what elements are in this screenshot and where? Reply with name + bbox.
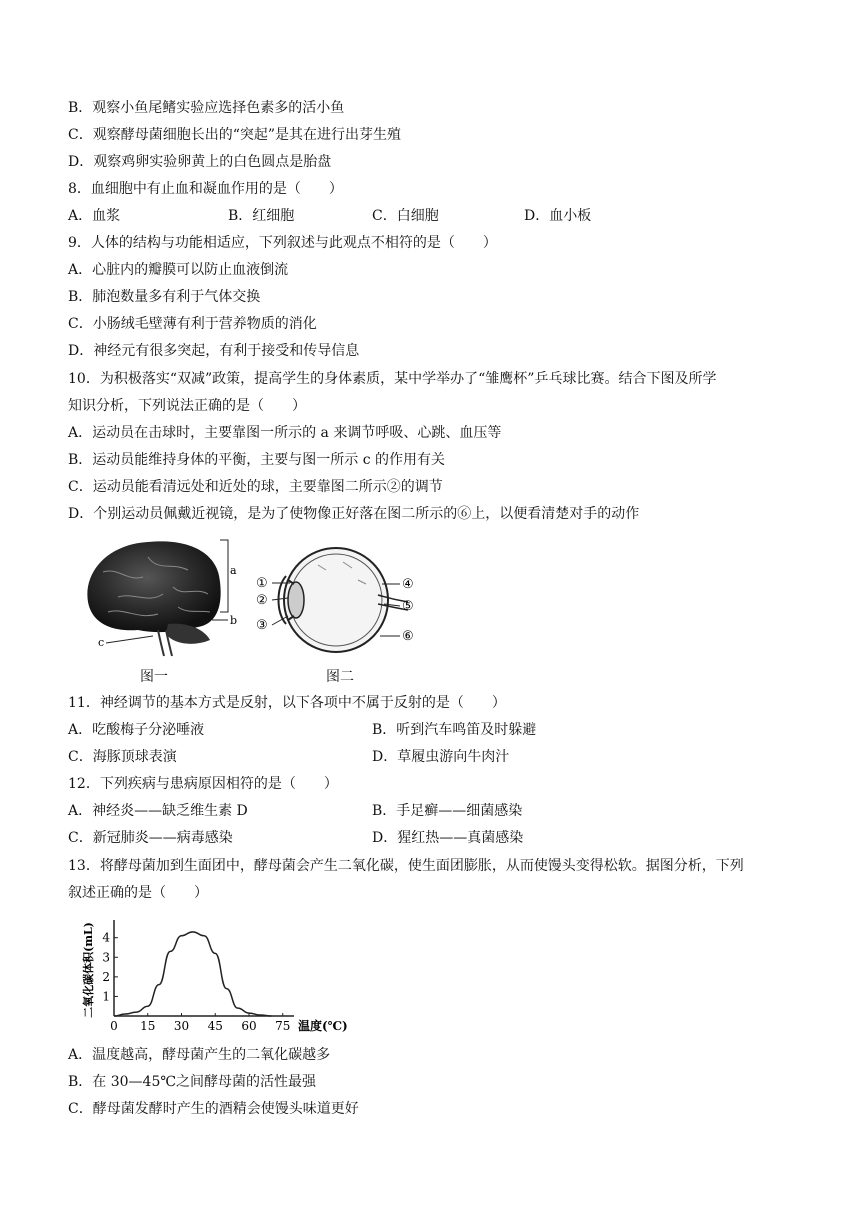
question-13-line1: 13．将酵母菌加到生面团中，酵母菌会产生二氧化碳，使生面团膨胀，从而使馒头变得松软。据图分析，下列 xyxy=(68,858,744,874)
chart-x-tick-label: 15 xyxy=(140,1019,156,1033)
chart-x-axis-label: 温度(℃) xyxy=(298,1019,348,1033)
q12-option-b: B．手足癣——细菌感染 xyxy=(372,803,523,819)
chart-y-tick-label: 2 xyxy=(102,969,110,984)
q8-option-a: A．血浆 xyxy=(68,208,121,224)
chart-x-tick-label: 0 xyxy=(110,1019,118,1033)
question-9: 9．人体的结构与功能相适应，下列叙述与此观点不相符的是（ ） xyxy=(68,235,497,251)
cerebrum-shape xyxy=(87,541,220,632)
q11-option-c: C．海豚顶球表演 xyxy=(68,749,177,765)
chart-x-tick-label: 30 xyxy=(173,1019,190,1033)
q12-options-row1 xyxy=(68,801,768,821)
co2-temperature-chart xyxy=(78,912,348,1034)
q10-option-a: A．运动员在击球时，主要靠图一所示的 a 来调节呼吸、心跳、血压等 xyxy=(68,425,502,441)
chart-y-tick-label: 1 xyxy=(102,989,110,1004)
q13-option-a: A．温度越高，酵母菌产生的二氧化碳越多 xyxy=(68,1047,331,1063)
brain-figure xyxy=(78,532,248,660)
chart-y-tick-label: 3 xyxy=(102,950,110,965)
chart-series-line xyxy=(114,932,272,1016)
cerebellum-shape xyxy=(166,624,210,644)
q11-option-a: A．吃酸梅子分泌唾液 xyxy=(68,722,205,738)
question-12: 12．下列疾病与患病原因相符的是（ ） xyxy=(68,776,338,792)
q12-option-d: D．猩红热——真菌感染 xyxy=(372,830,524,846)
figure-2-caption: 图二 xyxy=(326,669,354,685)
option-line-d: D．观察鸡卵实验卵黄上的白色圆点是胎盘 xyxy=(68,154,332,170)
q11-options-row1 xyxy=(68,720,768,740)
option-line-c: C．观察酵母菌细胞长出的“突起”是其在进行出芽生殖 xyxy=(68,127,402,143)
question-8: 8．血细胞中有止血和凝血作用的是（ ） xyxy=(68,181,343,197)
question-11: 11．神经调节的基本方式是反射，以下各项中不属于反射的是（ ） xyxy=(68,695,506,711)
eye-label-4: ④ xyxy=(402,577,414,592)
q10-option-b: B．运动员能维持身体的平衡，主要与图一所示 c 的作用有关 xyxy=(68,452,446,468)
q13-option-c: C．酵母菌发酵时产生的酒精会使馒头味道更好 xyxy=(68,1101,359,1117)
eye-label-1: ① xyxy=(256,576,268,591)
q11-option-b: B．听到汽车鸣笛及时躲避 xyxy=(372,722,537,738)
chart-x-tick-label: 45 xyxy=(207,1019,223,1033)
q12-options-row2 xyxy=(68,828,768,848)
chart-x-tick-label: 60 xyxy=(241,1019,257,1033)
q13-option-b: B．在 30—45℃之间酵母菌的活性最强 xyxy=(68,1074,317,1090)
brain-label-b: b xyxy=(230,614,238,627)
chart-x-tick-label: 75 xyxy=(275,1019,291,1033)
q9-option-c: C．小肠绒毛壁薄有利于营养物质的消化 xyxy=(68,316,317,332)
q10-option-d: D．个别运动员佩戴近视镜，是为了使物像正好落在图二所示的⑥上，以便看清楚对手的动作 xyxy=(68,506,640,522)
eye-figure xyxy=(248,540,428,660)
lens-shape xyxy=(288,582,304,618)
q9-option-a: A．心脏内的瓣膜可以防止血液倒流 xyxy=(68,262,289,278)
q8-option-b: B．红细胞 xyxy=(228,208,295,224)
question-13-line2: 叙述正确的是（ ） xyxy=(68,885,208,901)
eye-label-3: ③ xyxy=(256,618,268,633)
chart-y-tick-label: 4 xyxy=(102,930,110,945)
q11-options-row2 xyxy=(68,747,768,767)
brain-label-a: a xyxy=(230,564,237,577)
q10-option-c: C．运动员能看清远处和近处的球，主要靠图二所示②的调节 xyxy=(68,479,443,495)
eye-label-5: ⑤ xyxy=(402,599,414,614)
q8-option-d: D．血小板 xyxy=(524,208,592,224)
q12-option-c: C．新冠肺炎——病毒感染 xyxy=(68,830,233,846)
option-line-b: B．观察小鱼尾鳍实验应选择色素多的活小鱼 xyxy=(68,100,345,116)
eye-label-2: ② xyxy=(256,593,268,608)
question-10-line1: 10．为积极落实“双减”政策，提高学生的身体素质，某中学举办了“雏鹰杯”乒乓球比赛。结合下图及所学 xyxy=(68,371,717,387)
brain-label-c: c xyxy=(98,636,105,649)
q8-option-c: C．白细胞 xyxy=(372,208,439,224)
eye-label-6: ⑥ xyxy=(402,629,414,644)
q9-option-b: B．肺泡数量多有利于气体交换 xyxy=(68,289,261,305)
q9-option-d: D．神经元有很多突起，有利于接受和传导信息 xyxy=(68,343,360,359)
question-8-options xyxy=(68,206,768,226)
q11-option-d: D．草履虫游向牛肉汁 xyxy=(372,749,510,765)
q12-option-a: A．神经炎——缺乏维生素 D xyxy=(68,803,248,819)
figure-1-caption: 图一 xyxy=(140,669,168,685)
question-10-line2: 知识分析，下列说法正确的是（ ） xyxy=(68,398,306,414)
chart-y-axis-label: 二氧化碳体积(mL) xyxy=(82,922,95,1018)
